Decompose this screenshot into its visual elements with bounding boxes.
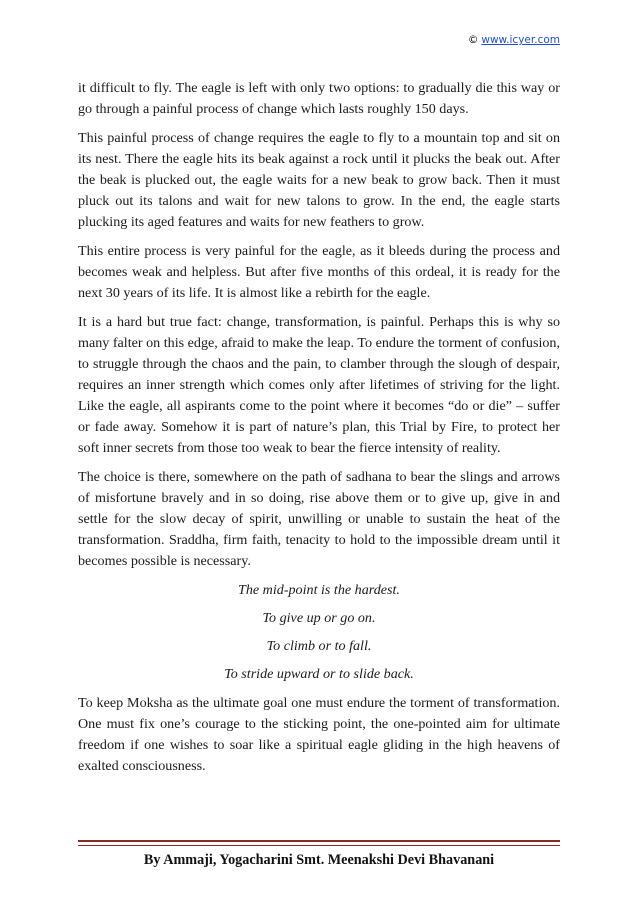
copyright-symbol: © — [467, 34, 479, 46]
author-footer: By Ammaji, Yogacharini Smt. Meenakshi Devi Bhavanani — [143, 852, 495, 868]
footer-divider-thick — [78, 840, 560, 842]
page-header — [468, 34, 560, 46]
poem-block — [78, 580, 560, 685]
article-body — [78, 78, 560, 785]
website-link[interactable]: www.icyer.com — [481, 34, 560, 46]
paragraph: The choice is there, somewhere on the path of sadhana to bear the slings and arrows of misfortune bravely and in so doing, rise above them or to give up, give in and settle for the slow decay of spirit, unwilling or unable to sustain the heat of the transformation. Sraddha, firm faith, tenacity to hold to the impossible dream until it becomes possible is necessary. — [78, 469, 560, 569]
poem-line: To give up or go on. — [262, 610, 376, 626]
paragraph: It is a hard but true fact: change, transformation, is painful. Perhaps this is why so many falter on this edge, afraid to make the leap. To endure the torment of confusion, to struggle through the chaos and the pain, to clamber through the slough of despair, requires an inner strength which comes only after lifetimes of striving for the light. Like the eagle, all aspirants come to the point where it becomes “do or die” – suffer or fade away. Somehow it is part of nature’s plan, this Trial by Fire, to protect her soft inner secrets from those too weak to bear the fierce intensity of reality. — [78, 314, 560, 456]
paragraph: it difficult to fly. The eagle is left with only two options: to gradually die this way or go through a painful process of change which lasts roughly 150 days. — [78, 80, 560, 117]
paragraph: This painful process of change requires the eagle to fly to a mountain top and sit on its nest. There the eagle hits its beak against a rock until it plucks the beak out. After the beak is plucked out, the eagle waits for a new beak to grow back. Then it must pluck out its talons and wait for new talons to grow. In the end, the eagle starts plucking its aged features and waits for new feathers to grow. — [78, 130, 560, 230]
poem-line: To climb or to fall. — [266, 638, 372, 654]
closing-paragraph: To keep Moksha as the ultimate goal one must endure the torment of transformation. One must fix one’s courage to the sticking point, the one-pointed aim for ultimate freedom if one wishes to soar like a spiritual eagle gliding in the high heavens of exalted consciousness. — [78, 695, 560, 774]
poem-line: To stride upward or to slide back. — [224, 666, 414, 682]
poem-line: The mid-point is the hardest. — [238, 582, 400, 598]
footer-divider-thin — [78, 845, 560, 846]
paragraph: This entire process is very painful for the eagle, as it bleeds during the process and becomes weak and helpless. But after five months of this ordeal, it is ready for the next 30 years of its life. It is almost like a rebirth for the eagle. — [78, 243, 560, 301]
